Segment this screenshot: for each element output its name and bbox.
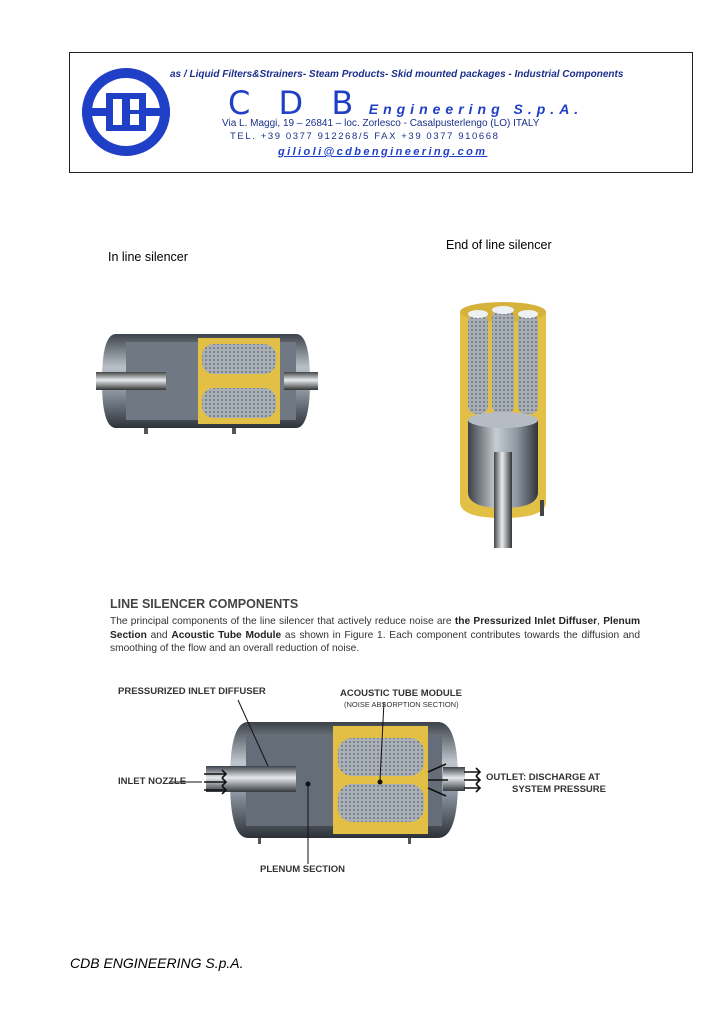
company-address: Via L. Maggi, 19 – 26841 – loc. Zorlesco - Casalpusterlengo (LO) ITALY	[222, 118, 540, 129]
endline-silencer-image	[442, 292, 562, 548]
components-diagram	[108, 680, 628, 900]
cdb-logo	[80, 66, 172, 158]
components-separator-2: and	[146, 629, 172, 641]
label-inlet-nozzle: INLET NOZZLE	[118, 776, 187, 787]
company-name	[228, 84, 583, 122]
company-email-link[interactable]: gilioli@cdbengineering.com	[278, 146, 488, 158]
company-phone-fax: TEL. +39 0377 912268/5 FAX +39 0377 910668	[230, 131, 500, 142]
term-inlet-diffuser: the Pressurized Inlet Diffuser	[454, 616, 598, 627]
label-system-pressure: SYSTEM PRESSURE	[512, 784, 606, 795]
company-tagline: as / Liquid Filters&Strainers- Steam Products- Skid mounted packages - Industrial Components	[170, 69, 624, 80]
label-inlet-diffuser: PRESSURIZED INLET DIFFUSER	[118, 686, 266, 697]
term-plenum-section: Plenum Section	[110, 616, 640, 641]
company-name-suffix: Engineering S.p.A.	[368, 101, 584, 117]
components-paragraph	[110, 615, 640, 656]
label-plenum-section: PLENUM SECTION	[260, 864, 345, 875]
inline-silencer-label: In line silencer	[108, 250, 188, 264]
components-separator-1: ,	[597, 616, 604, 627]
term-acoustic-tube-module: Acoustic Tube Module	[171, 629, 282, 641]
footer-company: CDB ENGINEERING S.p.A.	[70, 955, 244, 971]
label-outlet: OUTLET: DISCHARGE AT	[486, 772, 600, 783]
components-intro: The principal components of the line silencer that actively reduce noise are	[110, 616, 455, 627]
company-name-cdb: C D B	[228, 84, 363, 122]
endline-silencer-label: End of line silencer	[446, 238, 552, 252]
label-noise-absorption: (NOISE ABSORPTION SECTION)	[344, 700, 459, 709]
inline-silencer-image	[96, 326, 322, 436]
components-title: LINE SILENCER COMPONENTS	[110, 597, 299, 611]
label-acoustic-tube-module: ACOUSTIC TUBE MODULE	[340, 688, 462, 699]
components-outro: as shown in Figure 1. Each component contributes towards the diffusion and smoothing of the flow and an overall reduction of noise.	[110, 629, 640, 654]
